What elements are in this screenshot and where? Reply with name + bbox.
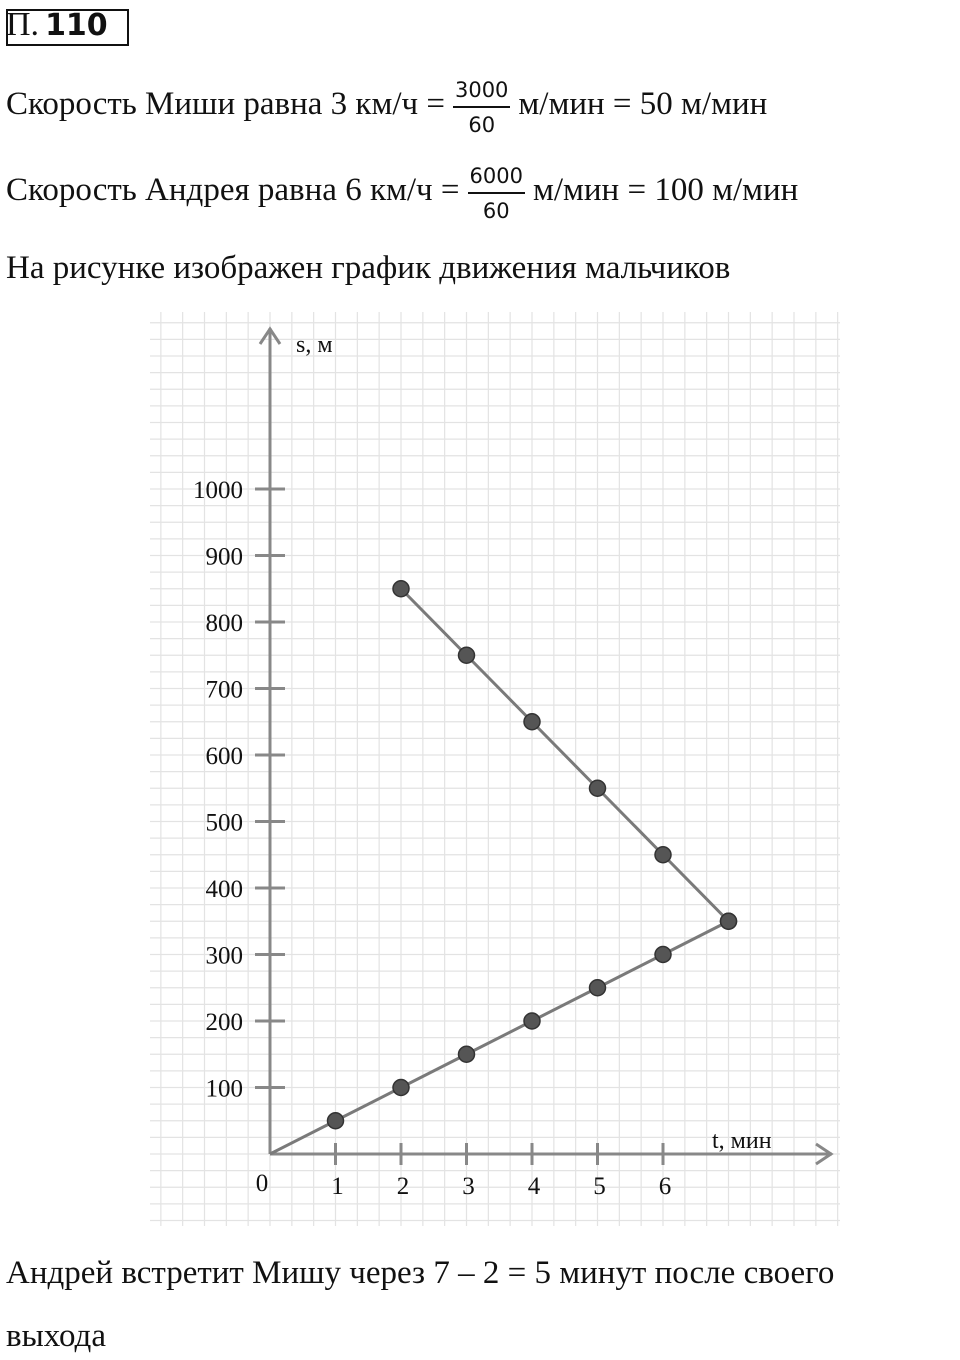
conclusion-line-1: Андрей встретит Мишу через 7 – 2 = 5 минут после своего bbox=[6, 1255, 835, 1291]
misha-speed-result: м/мин = 50 м/мин bbox=[518, 85, 768, 122]
task-heading bbox=[6, 6, 108, 44]
data-point bbox=[655, 947, 671, 963]
data-point bbox=[590, 780, 606, 796]
x-tick-label: 6 bbox=[658, 1173, 672, 1200]
misha-speed-text: Скорость Миши равна 3 км/ч = bbox=[6, 85, 445, 122]
data-point bbox=[393, 581, 409, 597]
misha-fraction bbox=[453, 80, 510, 136]
intro-text: На рисунке изображен график движения мальчиков bbox=[6, 250, 731, 286]
andrey-speed-text: Скорость Андрея равна 6 км/ч = bbox=[6, 171, 460, 208]
y-tick-label: 200 bbox=[205, 1009, 243, 1036]
data-point bbox=[721, 913, 737, 929]
andrey-fraction-numerator: 6000 bbox=[468, 166, 525, 194]
task-prefix: П. bbox=[6, 6, 40, 43]
task-number: 110 bbox=[45, 8, 108, 43]
y-axis-label: s, м bbox=[296, 332, 333, 358]
data-point bbox=[655, 847, 671, 863]
x-tick-label: 1 bbox=[331, 1173, 344, 1200]
data-point bbox=[459, 647, 475, 663]
x-tick-label: 5 bbox=[593, 1173, 606, 1200]
misha-speed-line bbox=[6, 76, 768, 137]
data-point bbox=[590, 980, 606, 996]
motion-chart bbox=[150, 312, 840, 1226]
x-tick-label: 2 bbox=[396, 1173, 410, 1200]
y-tick-label: 600 bbox=[205, 743, 243, 770]
x-axis-label: t, мин bbox=[712, 1128, 772, 1154]
andrey-fraction-denominator: 60 bbox=[482, 199, 510, 223]
x-tick-label: 3 bbox=[462, 1173, 475, 1200]
data-point bbox=[524, 1013, 540, 1029]
y-tick-label: 100 bbox=[205, 1075, 243, 1103]
y-tick-label: 900 bbox=[205, 543, 243, 571]
y-tick-label: 400 bbox=[205, 876, 243, 903]
origin-label: 0 bbox=[255, 1170, 269, 1197]
conclusion-line-2: выхода bbox=[6, 1318, 106, 1354]
y-tick-label: 800 bbox=[205, 610, 243, 637]
y-tick-label: 1000 bbox=[193, 477, 243, 504]
data-point bbox=[328, 1113, 344, 1129]
data-point bbox=[524, 714, 540, 730]
x-tick-label: 4 bbox=[527, 1173, 541, 1200]
chart-grid bbox=[150, 312, 840, 1226]
andrey-speed-line bbox=[6, 162, 799, 223]
misha-fraction-denominator: 60 bbox=[468, 113, 496, 137]
y-tick-label: 500 bbox=[205, 809, 243, 837]
data-point bbox=[459, 1046, 475, 1062]
y-tick-label: 300 bbox=[205, 942, 243, 970]
andrey-speed-result: м/мин = 100 м/мин bbox=[532, 171, 799, 208]
data-point bbox=[393, 1080, 409, 1096]
y-tick-label: 700 bbox=[205, 676, 243, 704]
misha-fraction-numerator: 3000 bbox=[453, 80, 510, 108]
andrey-fraction bbox=[468, 166, 525, 222]
